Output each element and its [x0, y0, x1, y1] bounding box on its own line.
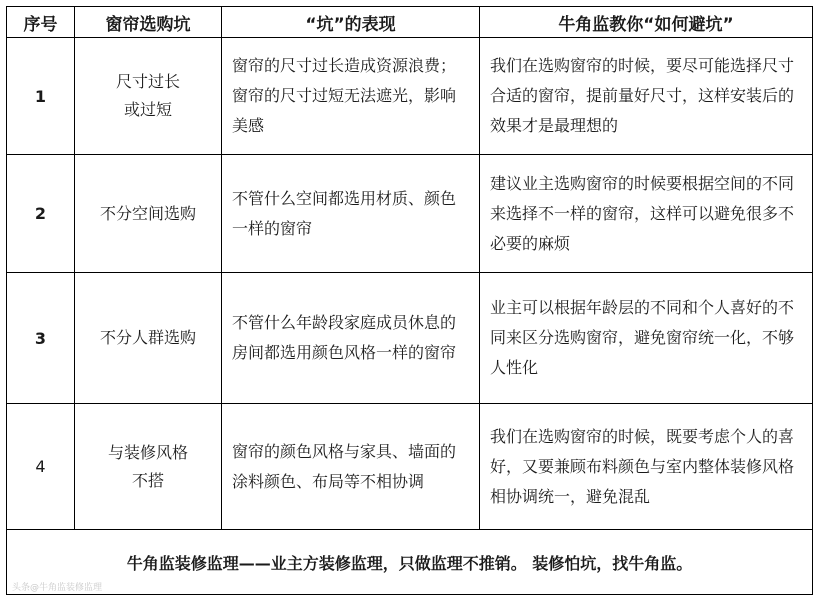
header-pitfall: 窗帘选购坑: [75, 7, 222, 38]
row-advice: 业主可以根据年龄层的不同和个人喜好的不同来区分选购窗帘，避免窗帘统一化，不够人性化: [480, 273, 813, 404]
row-symptom: 窗帘的尺寸过长造成资源浪费；窗帘的尺寸过短无法遮光，影响美感: [222, 38, 480, 155]
table-row: [7, 38, 813, 155]
row-pitfall: [75, 38, 222, 155]
pitfall-line: 不分人群选购: [99, 328, 196, 347]
pitfall-line: 不分空间选购: [99, 203, 196, 223]
watermark: 头条@牛角监装修监理: [12, 583, 103, 593]
row-advice: 建议业主选购窗帘的时候要根据空间的不同来选择不一样的窗帘，这样可以避免很多不必要的麻烦: [480, 155, 813, 273]
table-footer-row: [7, 530, 813, 595]
row-number: 1: [7, 38, 75, 155]
row-pitfall: [75, 404, 222, 530]
pitfall-line: 与装修风格: [107, 442, 188, 462]
row-advice: 我们在选购窗帘的时候，既要考虑个人的喜好，又要兼顾布料颜色与室内整体装修风格相协调统一，避免混乱: [480, 404, 813, 530]
row-symptom: 不管什么年龄段家庭成员休息的房间都选用颜色风格一样的窗帘: [222, 273, 480, 404]
table-header-row: [7, 7, 813, 38]
row-advice: 我们在选购窗帘的时候，要尽可能选择尺寸合适的窗帘，提前量好尺寸，这样安装后的效果才是最理想的: [480, 38, 813, 155]
table-row: [7, 404, 813, 530]
pitfall-line: 或过短: [123, 100, 172, 119]
row-pitfall: [75, 273, 222, 404]
header-advice: 牛角监教你“如何避坑”: [480, 7, 813, 38]
footer-slogan: 牛角监装修监理——业主方装修监理，只做监理不推销。 装修怕坑，找牛角监。: [7, 530, 813, 595]
row-number: 3: [7, 273, 75, 404]
row-number: 2: [7, 155, 75, 273]
table-row: [7, 155, 813, 273]
header-number: 序号: [7, 7, 75, 38]
table-row: [7, 273, 813, 404]
pitfalls-table: [6, 6, 813, 595]
row-symptom: 窗帘的颜色风格与家具、墙面的涂料颜色、布局等不相协调: [222, 404, 480, 530]
row-pitfall: [75, 155, 222, 273]
pitfall-line: 尺寸过长: [115, 72, 180, 91]
pitfall-line: 不搭: [131, 470, 164, 490]
row-symptom: 不管什么空间都选用材质、颜色一样的窗帘: [222, 155, 480, 273]
header-symptom: “坑”的表现: [222, 7, 480, 38]
row-number: 4: [7, 404, 75, 530]
